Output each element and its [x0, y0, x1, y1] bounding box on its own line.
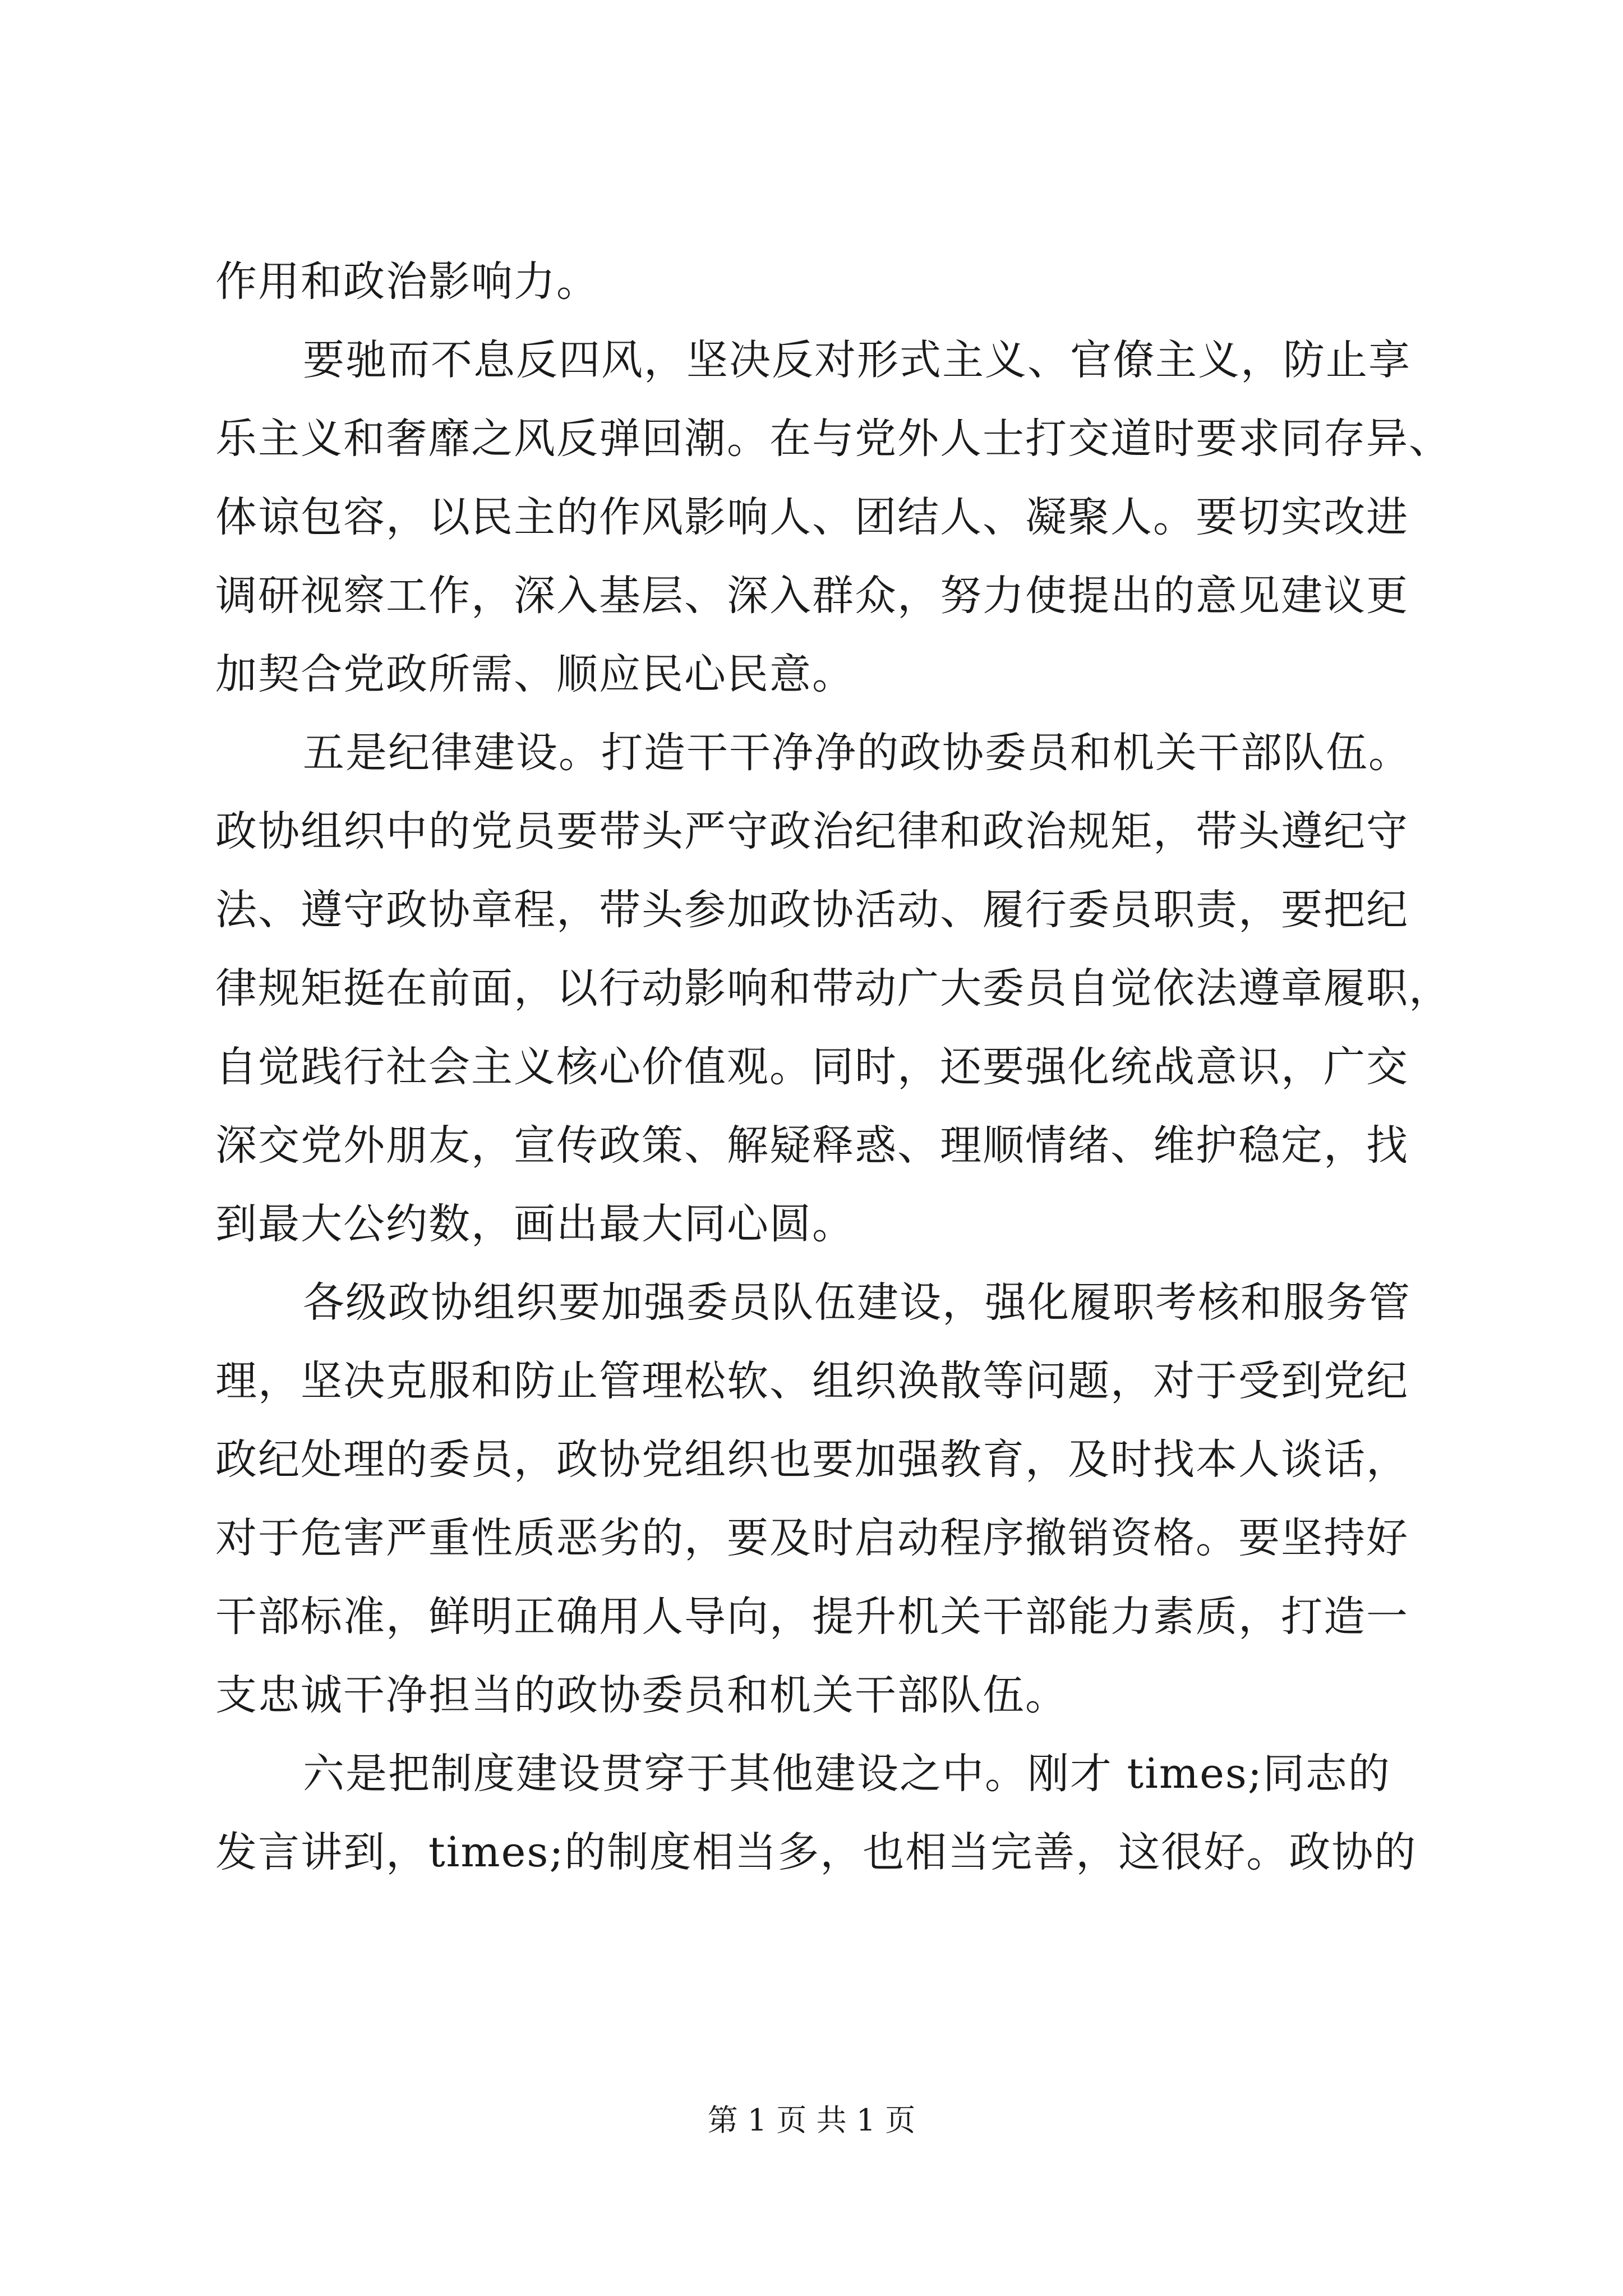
text-line-16: 政纪处理的委员，政协党组织也要加强教育，及时找本人谈话，	[215, 1435, 1409, 1484]
text-line-18: 干部标准，鲜明正确用人导向，提升机关干部能力素质，打造一	[215, 1593, 1409, 1641]
text-line-13: 到最大公约数，画出最大同心圆。	[215, 1200, 855, 1248]
text-line-4: 体谅包容，以民主的作风影响人、团结人、凝聚人。要切实改进	[215, 493, 1409, 541]
text-line-19: 支忠诚干净担当的政协委员和机关干部队伍。	[215, 1671, 1068, 1719]
page-number-footer: 第 1 页 共 1 页	[707, 2102, 916, 2138]
text-line-14: 各级政协组织要加强委员队伍建设，强化履职考核和服务管	[303, 1278, 1411, 1327]
text-line-7: 五是纪律建设。打造干干净净的政协委员和机关干部队伍。	[303, 729, 1411, 777]
text-line-1: 作用和政治影响力。	[215, 257, 599, 306]
text-line-3: 乐主义和奢靡之风反弹回潮。在与党外人士打交道时要求同存异、	[215, 415, 1451, 463]
text-line-2: 要驰而不息反四风，坚决反对形式主义、官僚主义，防止享	[303, 336, 1411, 384]
text-line-11: 自觉践行社会主义核心价值观。同时，还要强化统战意识，广交	[215, 1043, 1409, 1091]
text-line-17: 对于危害严重性质恶劣的，要及时启动程序撤销资格。要坚持好	[215, 1514, 1409, 1562]
text-line-6: 加契合党政所需、顺应民心民意。	[215, 650, 855, 698]
text-line-21: 发言讲到，times;的制度相当多，也相当完善，这很好。政协的	[215, 1828, 1417, 1876]
text-line-8: 政协组织中的党员要带头严守政治纪律和政治规矩，带头遵纪守	[215, 807, 1409, 855]
text-line-15: 理，坚决克服和防止管理松软、组织涣散等问题，对于受到党纪	[215, 1357, 1409, 1405]
text-line-12: 深交党外朋友，宣传政策、解疑释惑、理顺情绪、维护稳定，找	[215, 1121, 1409, 1170]
text-line-5: 调研视察工作，深入基层、深入群众，努力使提出的意见建议更	[215, 572, 1409, 620]
text-line-9: 法、遵守政协章程，带头参加政协活动、履行委员职责，要把纪	[215, 886, 1409, 934]
text-line-20: 六是把制度建设贯穿于其他建设之中。刚才 times;同志的	[303, 1750, 1391, 1798]
text-line-10: 律规矩挺在前面，以行动影响和带动广大委员自觉依法遵章履职，	[215, 964, 1451, 1013]
